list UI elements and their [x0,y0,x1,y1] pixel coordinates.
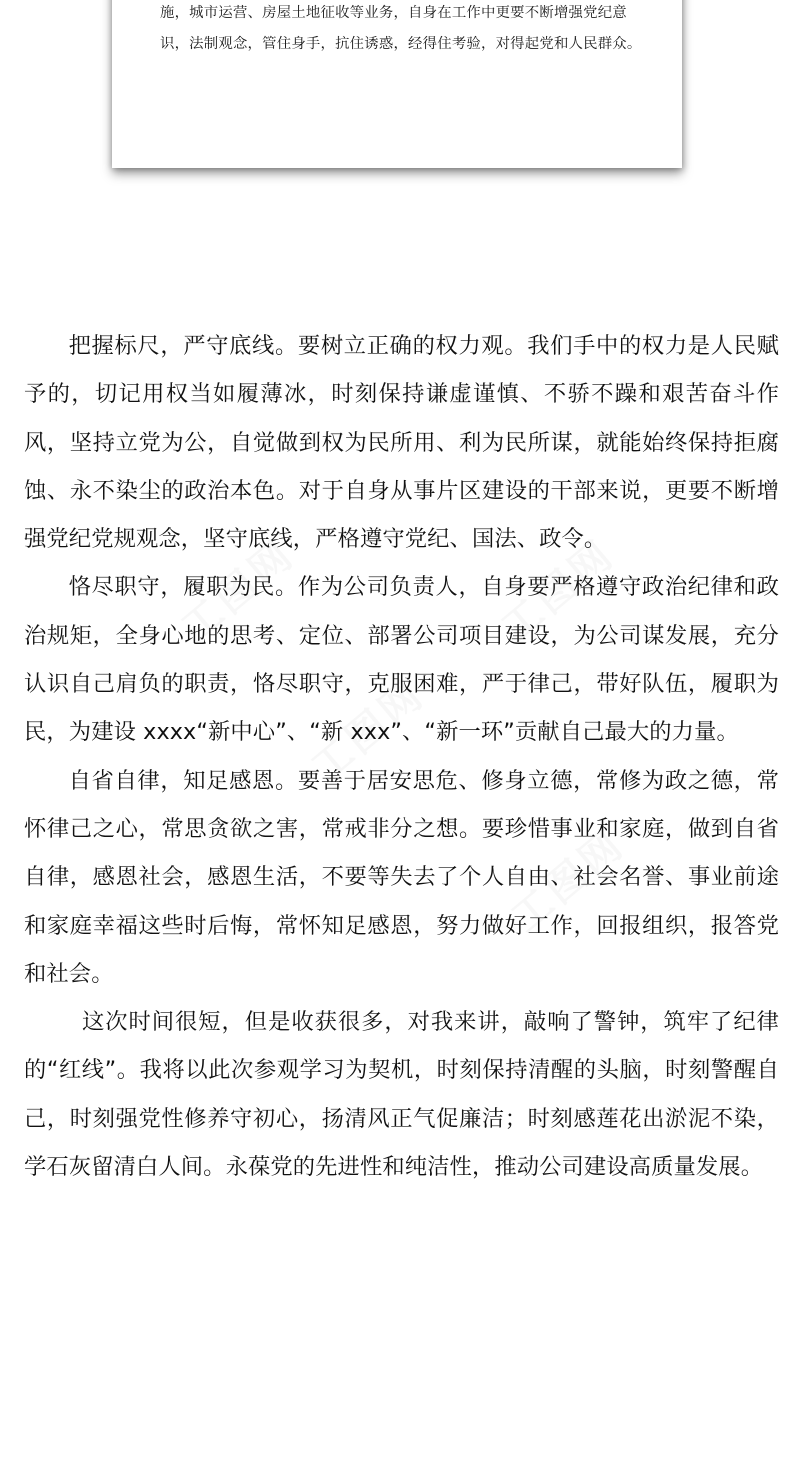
paragraph-bottom-line: 把握标尺，严守底线。要树立正确的权力观。我们手中的权力是人民赋予的，切记用权当如履薄冰，时刻保持谦虚谨慎、不骄不躁和艰苦奋斗作风，坚持立党为公，自觉做到权为民所用、利为民所谋，就能始终保持拒腐蚀、永不染尘的政治本色。对于自身从事片区建设的干部来说，更要不断增强党纪党规观念，坚守底线，严格遵守党纪、国法、政令。 [24,333,779,553]
watermark-logo: 工图网 [492,531,624,652]
watermark-logo: 工图网 [172,531,304,652]
preview-card-text: 施，城市运营、房屋土地征收等业务，自身在工作中更要不断增强党纪意识，法制观念，管住身手，抗住诱惑，经得住考验，对得起党和人民群众。 [160,5,642,52]
watermark-logo: 工图网 [502,821,634,942]
paragraph-duty: 恪尽职守，履职为民。作为公司负责人，自身要严格遵守政治纪律和政治规矩，全身心地的思考、定位、部署公司项目建设，为公司谋发展，充分认识自己肩负的职责，恪尽职守，克服困难，严于律己，带好队伍，履职为民，为建设 xxxx“新中心”、“新 xxx”、“新一环”贡献自己最大的力量。 [24,574,779,746]
watermark-logo: 工图网 [302,671,434,792]
document-preview-card [112,0,682,168]
paragraph-self-discipline: 自省自律，知足感恩。要善于居安思危、修身立德，常修为政之德，常怀律己之心，常思贪欲之害，常戒非分之想。要珍惜事业和家庭，做到自省自律，感恩社会，感恩生活，不要等失去了个人自由、社会名誉、事业前途和家庭幸福这些时后悔，常怀知足感恩，努力做好工作，回报组织，报答党和社会。 [24,767,779,987]
paragraph-conclusion: 这次时间很短，但是收获很多，对我来讲，敲响了警钟，筑牢了纪律的“红线”。我将以此次参观学习为契机，时刻保持清醒的头脑，时刻警醒自己，时刻强党性修养守初心，扬清风正气促廉洁；时刻感莲花出淤泥不染，学石灰留清白人间。永葆党的先进性和纯洁性，推动公司建设高质量发展。 [24,1009,779,1181]
article-body [24,322,779,1191]
